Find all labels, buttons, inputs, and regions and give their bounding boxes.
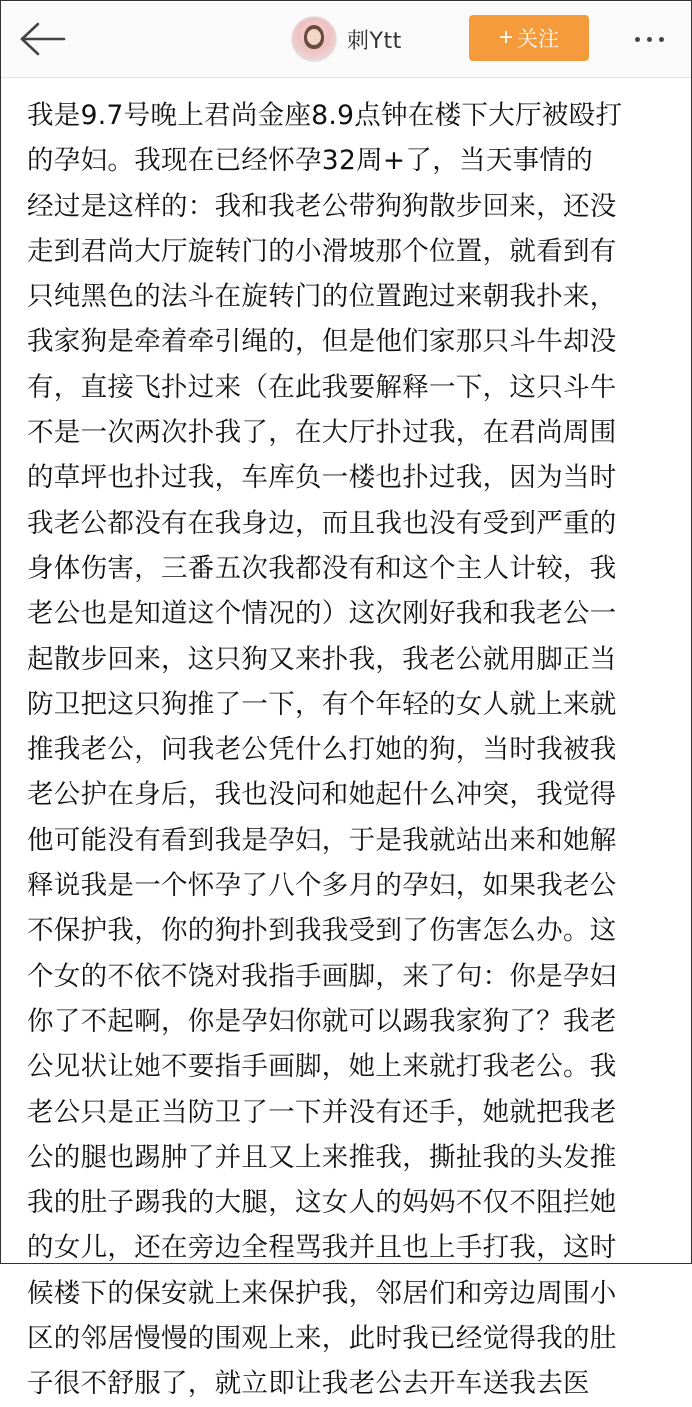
post-text-line: 经过是这样的：我和我老公带狗狗散步回来，还没 — [27, 190, 617, 222]
post-text-line: 子很不舒服了，就立即让我老公去开车送我去医 — [27, 1368, 590, 1400]
more-dots-icon — [635, 37, 640, 42]
post-text-line: 身体伤害，三番五次我都没有和这个主人计较，我 — [27, 552, 617, 584]
post-text-line: 我是9.7号晚上君尚金座8.9点钟在楼下大厅被殴打 — [27, 100, 623, 131]
post-text-line: 释说我是一个怀孕了八个多月的孕妇，如果我老公 — [27, 870, 617, 902]
author-username[interactable]: 刺Ytt — [347, 28, 402, 54]
post-text-line: 我的肚子踢我的大腿，这女人的妈妈不仅不阻拦她 — [27, 1187, 617, 1219]
post-text-line: 我家狗是牵着牵引绳的，但是他们家那只斗牛却没 — [27, 326, 617, 358]
post-text-line: 老公护在身后，我也没问和她起什么冲突，我觉得 — [27, 779, 617, 811]
post-text-line: 的草坪也扑过我，车库负一楼也扑过我，因为当时 — [27, 462, 617, 494]
post-text-line: 推我老公，问我老公凭什么打她的狗，当时我被我 — [27, 734, 617, 766]
post-text-line: 的孕妇。我现在已经怀孕32周+了，当天事情的 — [27, 145, 594, 177]
post-text-line: 你了不起啊，你是孕妇你就可以踢我家狗了？我老 — [27, 1005, 617, 1037]
more-options-button[interactable] — [623, 21, 675, 57]
author-info[interactable] — [291, 15, 402, 63]
post-text-line: 候楼下的保安就上来保护我，邻居们和旁边周围小 — [27, 1277, 617, 1309]
post-text-line: 他可能没有看到我是孕妇，于是我就站出来和她解 — [27, 824, 617, 856]
top-bar — [1, 1, 691, 78]
post-text-line: 个女的不依不饶对我指手画脚，来了句：你是孕妇 — [27, 960, 617, 992]
post-body — [27, 93, 667, 1407]
post-text-line: 不保护我，你的狗扑到我我受到了伤害怎么办。这 — [27, 915, 617, 947]
follow-label: 关注 — [517, 28, 559, 51]
user-avatar[interactable] — [291, 16, 337, 62]
post-text-line: 公见状让她不要指手画脚，她上来就打我老公。我 — [27, 1051, 617, 1083]
arrow-left-icon — [18, 21, 68, 57]
post-text-line: 区的邻居慢慢的围观上来，此时我已经觉得我的肚 — [27, 1323, 617, 1355]
post-text-line: 防卫把这只狗推了一下，有个年轻的女人就上来就 — [27, 688, 617, 720]
more-dots-icon — [659, 37, 664, 42]
post-text-line: 起散步回来，这只狗又来扑我，我老公就用脚正当 — [27, 643, 617, 675]
follow-button[interactable] — [469, 15, 589, 61]
more-dots-icon — [647, 37, 652, 42]
post-text-line: 老公也是知道这个情况的）这次刚好我和我老公一 — [27, 598, 617, 630]
post-text-line: 走到君尚大厅旋转门的小滑坡那个位置，就看到有 — [27, 235, 617, 267]
post-text-line: 我老公都没有在我身边，而且我也没有受到严重的 — [27, 507, 617, 539]
post-text-line: 老公只是正当防卫了一下并没有还手，她就把我老 — [27, 1096, 617, 1128]
post-text-line: 的女儿，还在旁边全程骂我并且也上手打我，这时 — [27, 1232, 617, 1264]
post-text-line: 公的腿也踢肿了并且又上来推我，撕扯我的头发推 — [27, 1141, 617, 1173]
back-button[interactable] — [13, 15, 73, 63]
post-text-line: 不是一次两次扑我了，在大厅扑过我，在君尚周围 — [27, 417, 617, 449]
post-text-line: 有，直接飞扑过来（在此我要解释一下，这只斗牛 — [27, 371, 617, 403]
post-text-line: 只纯黑色的法斗在旋转门的位置跑过来朝我扑来， — [27, 281, 617, 313]
plus-icon: + — [498, 24, 513, 51]
